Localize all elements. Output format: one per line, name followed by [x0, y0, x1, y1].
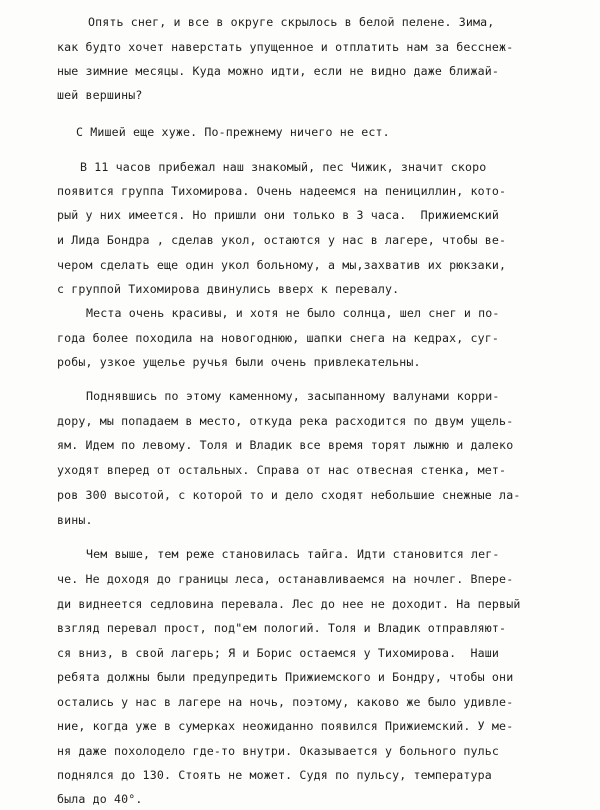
text-line: остались у нас в лагере на ночь, поэтому, каково же было удивле-: [57, 695, 514, 709]
text-line: поднялся до 130. Стоять не может. Судя по пульсу, температура: [57, 768, 492, 782]
text-line: Места очень красивы, и хотя не было солнца, шел снег и по-: [86, 306, 500, 320]
text-line: ние, когда уже в сумерках неожиданно появился Прижиемский. У ме-: [57, 719, 514, 733]
text-line: Чем выше, тем реже становилась тайга. Идти становится лег-: [86, 547, 500, 561]
text-line: ня даже похолодело где-то внутри. Оказывается у больного пульс: [57, 744, 500, 758]
text-line: че. Не доходя до границы леса, останавливаемся на ночлег. Впере-: [57, 572, 514, 586]
text-line: как будто хочет наверстать упущенное и отплатить нам за бесснеж-: [57, 40, 514, 54]
text-line: рый у них имеется. Но пришли они только в 3 часа. Прижиемский: [57, 208, 500, 222]
text-line: с группой Тихомирова двинулись вверх к перевалу.: [57, 282, 400, 296]
text-line: и Лида Бондра , сделав укол, остаются у нас в лагере, чтобы ве-: [57, 233, 507, 247]
text-line: чером сделать еще один укол больному, а мы,захватив их рюкзаки,: [57, 258, 507, 272]
text-line: года более походила на новогоднюю, шапки снега на кедрах, суг-: [57, 331, 500, 345]
text-line: шей вершины?: [57, 88, 143, 102]
text-line: вины.: [57, 513, 93, 527]
text-line: дору, мы попадаем в место, откуда река расходится по двум ущель-: [57, 414, 514, 428]
text-line: ям. Идем по левому. Толя и Владик все время торят лыжню и далеко: [57, 438, 514, 452]
text-line: В 11 часов прибежал наш знакомый, пес Чижик, значит скоро: [80, 160, 487, 174]
text-line: Опять снег, и все в округе скрылось в белой пелене. Зима,: [88, 15, 495, 29]
text-line: взгляд перевал прост, под"ем пологий. Толя и Владик отправляют-: [57, 621, 507, 635]
text-line: Поднявшись по этому каменному, засыпанному валунами корри-: [86, 389, 500, 403]
text-line: появится группа Тихомирова. Очень надеемся на пенициллин, кото-: [57, 184, 507, 198]
text-line: уходят вперед от остальных. Справа от нас отвесная стенка, мет-: [57, 463, 507, 477]
text-line: была до 40°.: [57, 792, 143, 806]
text-line: С Мишей еще хуже. По-прежнему ничего не ест.: [76, 125, 390, 139]
text-line: ные зимние месяцы. Куда можно идти, если не видно даже ближай-: [57, 64, 500, 78]
text-line: ров 300 высотой, с которой то и дело сходят небольшие снежные ла-: [57, 488, 521, 502]
text-line: робы, узкое ущелье ручья были очень привлекательны.: [57, 355, 421, 369]
text-line: ребята должны были предупредить Прижиемского и Бондру, чтобы они: [57, 670, 514, 684]
text-line: ди виднеется седловина перевала. Лес до нее не доходит. На первый: [57, 597, 521, 611]
text-line: ся вниз, в свой лагерь; Я и Борис остаемся у Тихомирова. Наши: [57, 646, 500, 660]
